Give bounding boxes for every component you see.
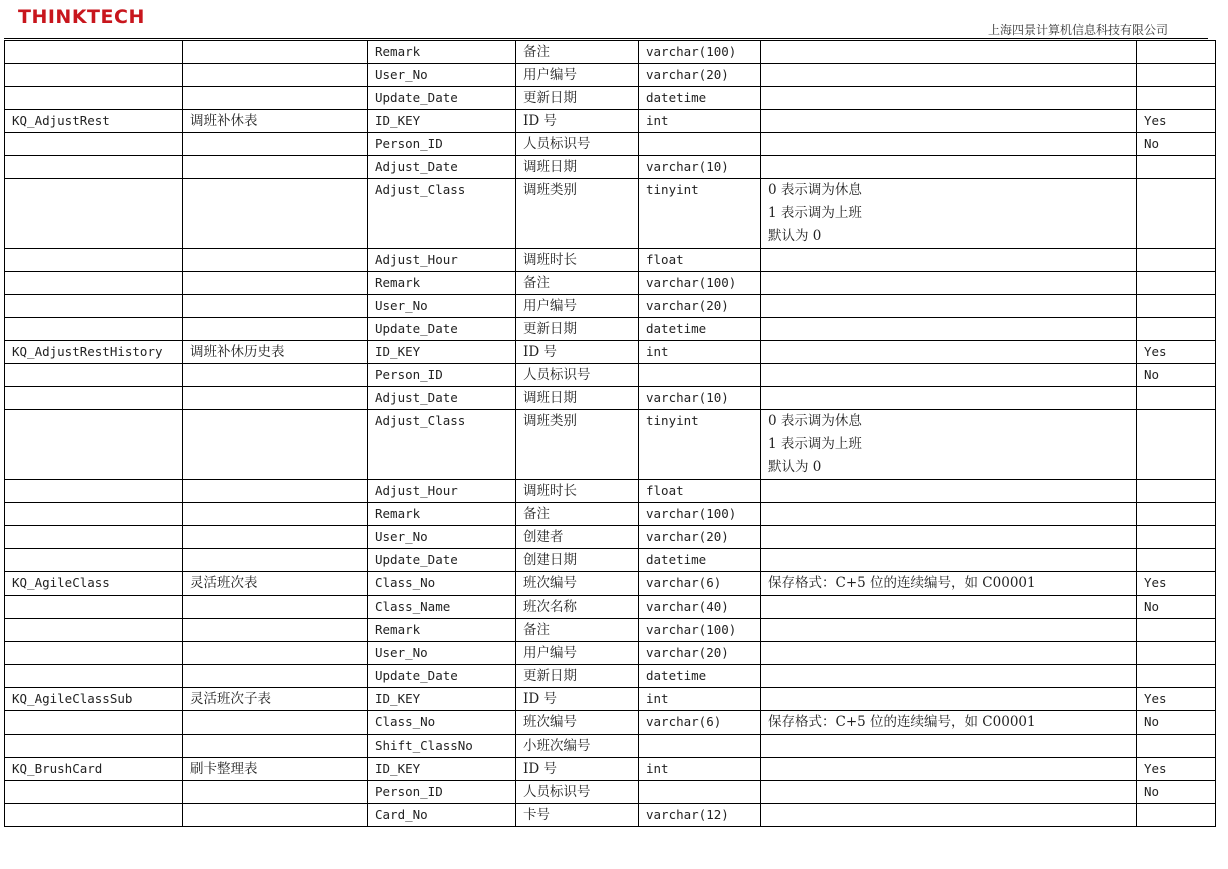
field-chinese-name-cell: 更新日期 [516,665,639,688]
field-chinese-name-cell: ID 号 [516,688,639,711]
field-chinese-name-cell: 备注 [516,272,639,295]
data-type-cell [639,133,761,156]
table-row [5,364,1216,387]
data-type-cell: varchar(100) [639,272,761,295]
table-chinese-name-cell [183,735,368,758]
table-row [5,642,1216,665]
remark-cell [761,341,1137,364]
field-name-cell: User_No [368,64,516,87]
table-name-cell [5,804,183,827]
table-row [5,64,1216,87]
remark-cell [761,781,1137,804]
primary-key-cell [1137,735,1216,758]
table-chinese-name-cell [183,642,368,665]
table-name-cell [5,735,183,758]
table-row [5,711,1216,735]
field-name-cell: Adjust_Date [368,387,516,410]
remark-cell [761,249,1137,272]
table-row [5,503,1216,526]
data-type-cell: float [639,480,761,503]
data-type-cell: int [639,341,761,364]
field-chinese-name-cell: 调班时长 [516,249,639,272]
table-name-cell [5,318,183,341]
field-chinese-name-cell: ID 号 [516,341,639,364]
table-row [5,272,1216,295]
field-chinese-name-cell: 备注 [516,503,639,526]
field-name-cell: Adjust_Class [368,179,516,249]
primary-key-cell [1137,526,1216,549]
remark-line: 1 表示调为上班 [768,205,862,221]
data-type-cell: int [639,688,761,711]
field-name-cell: Update_Date [368,318,516,341]
data-type-cell: varchar(20) [639,295,761,318]
field-chinese-name-cell: 备注 [516,619,639,642]
data-type-cell: float [639,249,761,272]
table-row [5,133,1216,156]
table-row [5,735,1216,758]
field-chinese-name-cell: 用户编号 [516,64,639,87]
remark-cell [761,179,1137,249]
table-chinese-name-cell: 灵活班次表 [183,572,368,596]
remark-cell [761,295,1137,318]
data-type-cell: varchar(20) [639,64,761,87]
field-name-cell: Update_Date [368,87,516,110]
primary-key-cell: Yes [1137,688,1216,711]
table-name-cell [5,665,183,688]
field-name-cell: Shift_ClassNo [368,735,516,758]
table-chinese-name-cell [183,64,368,87]
remark-cell [761,688,1137,711]
remark-cell [761,526,1137,549]
remark-cell [761,318,1137,341]
primary-key-cell [1137,87,1216,110]
field-name-cell: Person_ID [368,133,516,156]
table-name-cell [5,480,183,503]
table-name-cell [5,387,183,410]
schema-table-body [5,41,1216,827]
field-name-cell: User_No [368,526,516,549]
primary-key-cell: No [1137,596,1216,619]
remark-line: 默认为 0 [768,459,822,475]
data-type-cell: int [639,758,761,781]
data-type-cell [639,735,761,758]
remark-line: 保存格式：C+5 位的连续编号，如 C00001 [768,714,1036,730]
schema-table [4,40,1216,827]
table-chinese-name-cell [183,272,368,295]
field-name-cell: Remark [368,41,516,64]
table-row [5,480,1216,503]
primary-key-cell: No [1137,133,1216,156]
table-row [5,179,1216,249]
primary-key-cell: No [1137,781,1216,804]
table-row [5,665,1216,688]
table-chinese-name-cell [183,295,368,318]
table-name-cell [5,619,183,642]
remark-cell [761,619,1137,642]
table-row [5,387,1216,410]
field-name-cell: Class_No [368,572,516,596]
data-type-cell: datetime [639,665,761,688]
data-type-cell: tinyint [639,410,761,480]
table-name-cell [5,41,183,64]
table-row [5,87,1216,110]
primary-key-cell [1137,249,1216,272]
field-chinese-name-cell: 用户编号 [516,642,639,665]
table-chinese-name-cell [183,249,368,272]
table-row [5,41,1216,64]
field-chinese-name-cell: 调班时长 [516,480,639,503]
field-chinese-name-cell: 调班日期 [516,156,639,179]
table-row [5,804,1216,827]
table-chinese-name-cell [183,480,368,503]
remark-cell [761,758,1137,781]
field-chinese-name-cell: 更新日期 [516,318,639,341]
data-type-cell: varchar(100) [639,619,761,642]
remark-cell [761,480,1137,503]
primary-key-cell [1137,410,1216,480]
primary-key-cell [1137,64,1216,87]
table-row [5,295,1216,318]
remark-cell [761,133,1137,156]
field-name-cell: Adjust_Date [368,156,516,179]
table-chinese-name-cell [183,41,368,64]
data-type-cell: varchar(100) [639,41,761,64]
table-name-cell [5,133,183,156]
data-type-cell: varchar(6) [639,572,761,596]
table-chinese-name-cell [183,711,368,735]
data-type-cell: varchar(10) [639,156,761,179]
primary-key-cell [1137,41,1216,64]
primary-key-cell: No [1137,364,1216,387]
table-name-cell [5,156,183,179]
field-chinese-name-cell: 卡号 [516,804,639,827]
data-type-cell: varchar(20) [639,642,761,665]
field-name-cell: Update_Date [368,665,516,688]
table-chinese-name-cell [183,549,368,572]
table-name-cell [5,711,183,735]
data-type-cell: varchar(10) [639,387,761,410]
table-row [5,318,1216,341]
field-name-cell: ID_KEY [368,341,516,364]
table-name-cell [5,526,183,549]
data-type-cell: varchar(100) [639,503,761,526]
field-name-cell: Remark [368,503,516,526]
primary-key-cell: Yes [1137,758,1216,781]
table-row [5,758,1216,781]
header-divider [4,38,1208,39]
table-name-cell [5,410,183,480]
field-chinese-name-cell: 班次编号 [516,572,639,596]
field-chinese-name-cell: 班次编号 [516,711,639,735]
primary-key-cell: Yes [1137,341,1216,364]
table-row [5,156,1216,179]
remark-cell [761,410,1137,480]
remark-line: 1 表示调为上班 [768,436,862,452]
field-name-cell: User_No [368,642,516,665]
field-name-cell: ID_KEY [368,758,516,781]
data-type-cell: varchar(20) [639,526,761,549]
table-name-cell: KQ_AgileClass [5,572,183,596]
remark-cell [761,572,1137,596]
remark-line: 默认为 0 [768,228,822,244]
data-type-cell: varchar(6) [639,711,761,735]
field-chinese-name-cell: 备注 [516,41,639,64]
field-chinese-name-cell: ID 号 [516,110,639,133]
table-chinese-name-cell [183,781,368,804]
field-name-cell: Adjust_Class [368,410,516,480]
field-chinese-name-cell: 班次名称 [516,596,639,619]
table-row [5,572,1216,596]
remark-cell [761,735,1137,758]
primary-key-cell [1137,272,1216,295]
table-chinese-name-cell [183,526,368,549]
primary-key-cell [1137,804,1216,827]
table-name-cell [5,295,183,318]
table-name-cell [5,781,183,804]
table-name-cell [5,64,183,87]
primary-key-cell [1137,318,1216,341]
primary-key-cell: Yes [1137,572,1216,596]
table-name-cell [5,179,183,249]
table-name-cell [5,272,183,295]
field-name-cell: Update_Date [368,549,516,572]
remark-cell [761,64,1137,87]
field-name-cell: Remark [368,619,516,642]
primary-key-cell [1137,156,1216,179]
data-type-cell: varchar(40) [639,596,761,619]
primary-key-cell: Yes [1137,110,1216,133]
field-name-cell: Adjust_Hour [368,480,516,503]
field-chinese-name-cell: 用户编号 [516,295,639,318]
primary-key-cell [1137,619,1216,642]
table-row [5,249,1216,272]
table-name-cell [5,503,183,526]
remark-cell [761,549,1137,572]
primary-key-cell [1137,549,1216,572]
table-chinese-name-cell [183,364,368,387]
table-chinese-name-cell [183,804,368,827]
remark-cell [761,642,1137,665]
primary-key-cell [1137,387,1216,410]
table-row [5,688,1216,711]
data-type-cell: datetime [639,87,761,110]
company-logo: THINKTECH [18,6,145,28]
table-row [5,619,1216,642]
field-name-cell: Class_No [368,711,516,735]
field-chinese-name-cell: 人员标识号 [516,364,639,387]
table-chinese-name-cell: 灵活班次子表 [183,688,368,711]
remark-cell [761,364,1137,387]
remark-line: 0 表示调为休息 [768,182,862,198]
remark-cell [761,596,1137,619]
primary-key-cell [1137,179,1216,249]
table-row [5,341,1216,364]
table-name-cell [5,642,183,665]
table-chinese-name-cell [183,619,368,642]
field-chinese-name-cell: 调班类别 [516,410,639,480]
field-name-cell: ID_KEY [368,688,516,711]
table-chinese-name-cell [183,156,368,179]
primary-key-cell [1137,295,1216,318]
table-name-cell [5,549,183,572]
table-name-cell [5,87,183,110]
data-type-cell [639,364,761,387]
table-row [5,781,1216,804]
remark-cell [761,387,1137,410]
table-chinese-name-cell [183,133,368,156]
primary-key-cell: No [1137,711,1216,735]
company-name: 上海四景计算机信息科技有限公司 [987,23,1168,37]
field-chinese-name-cell: 小班次编号 [516,735,639,758]
remark-cell [761,711,1137,735]
table-chinese-name-cell: 调班补休表 [183,110,368,133]
field-chinese-name-cell: 调班类别 [516,179,639,249]
remark-line: 0 表示调为休息 [768,413,862,429]
table-chinese-name-cell [183,665,368,688]
field-name-cell: Person_ID [368,364,516,387]
table-chinese-name-cell [183,410,368,480]
field-name-cell: Adjust_Hour [368,249,516,272]
table-chinese-name-cell: 刷卡整理表 [183,758,368,781]
data-type-cell: tinyint [639,179,761,249]
primary-key-cell [1137,665,1216,688]
remark-cell [761,272,1137,295]
table-name-cell [5,364,183,387]
primary-key-cell [1137,642,1216,665]
remark-cell [761,665,1137,688]
data-type-cell: datetime [639,549,761,572]
remark-line: 保存格式：C+5 位的连续编号，如 C00001 [768,575,1036,591]
table-name-cell: KQ_AdjustRest [5,110,183,133]
field-name-cell: Remark [368,272,516,295]
field-chinese-name-cell: 调班日期 [516,387,639,410]
table-row [5,410,1216,480]
remark-cell [761,110,1137,133]
remark-cell [761,804,1137,827]
remark-cell [761,87,1137,110]
table-chinese-name-cell [183,596,368,619]
remark-cell [761,156,1137,179]
field-chinese-name-cell: 创建日期 [516,549,639,572]
table-chinese-name-cell [183,503,368,526]
table-chinese-name-cell [183,87,368,110]
field-name-cell: Person_ID [368,781,516,804]
table-chinese-name-cell [183,318,368,341]
table-chinese-name-cell [183,387,368,410]
remark-cell [761,503,1137,526]
table-row [5,110,1216,133]
field-chinese-name-cell: 人员标识号 [516,133,639,156]
table-chinese-name-cell: 调班补休历史表 [183,341,368,364]
table-name-cell [5,596,183,619]
data-type-cell: int [639,110,761,133]
field-chinese-name-cell: ID 号 [516,758,639,781]
field-name-cell: User_No [368,295,516,318]
data-type-cell: datetime [639,318,761,341]
primary-key-cell [1137,480,1216,503]
data-type-cell [639,781,761,804]
table-row [5,596,1216,619]
table-chinese-name-cell [183,179,368,249]
remark-cell [761,41,1137,64]
field-name-cell: ID_KEY [368,110,516,133]
table-row [5,549,1216,572]
table-name-cell: KQ_AgileClassSub [5,688,183,711]
field-chinese-name-cell: 人员标识号 [516,781,639,804]
field-name-cell: Class_Name [368,596,516,619]
table-name-cell: KQ_AdjustRestHistory [5,341,183,364]
data-type-cell: varchar(12) [639,804,761,827]
table-name-cell [5,249,183,272]
table-row [5,526,1216,549]
field-chinese-name-cell: 创建者 [516,526,639,549]
table-name-cell: KQ_BrushCard [5,758,183,781]
primary-key-cell [1137,503,1216,526]
field-chinese-name-cell: 更新日期 [516,87,639,110]
field-name-cell: Card_No [368,804,516,827]
